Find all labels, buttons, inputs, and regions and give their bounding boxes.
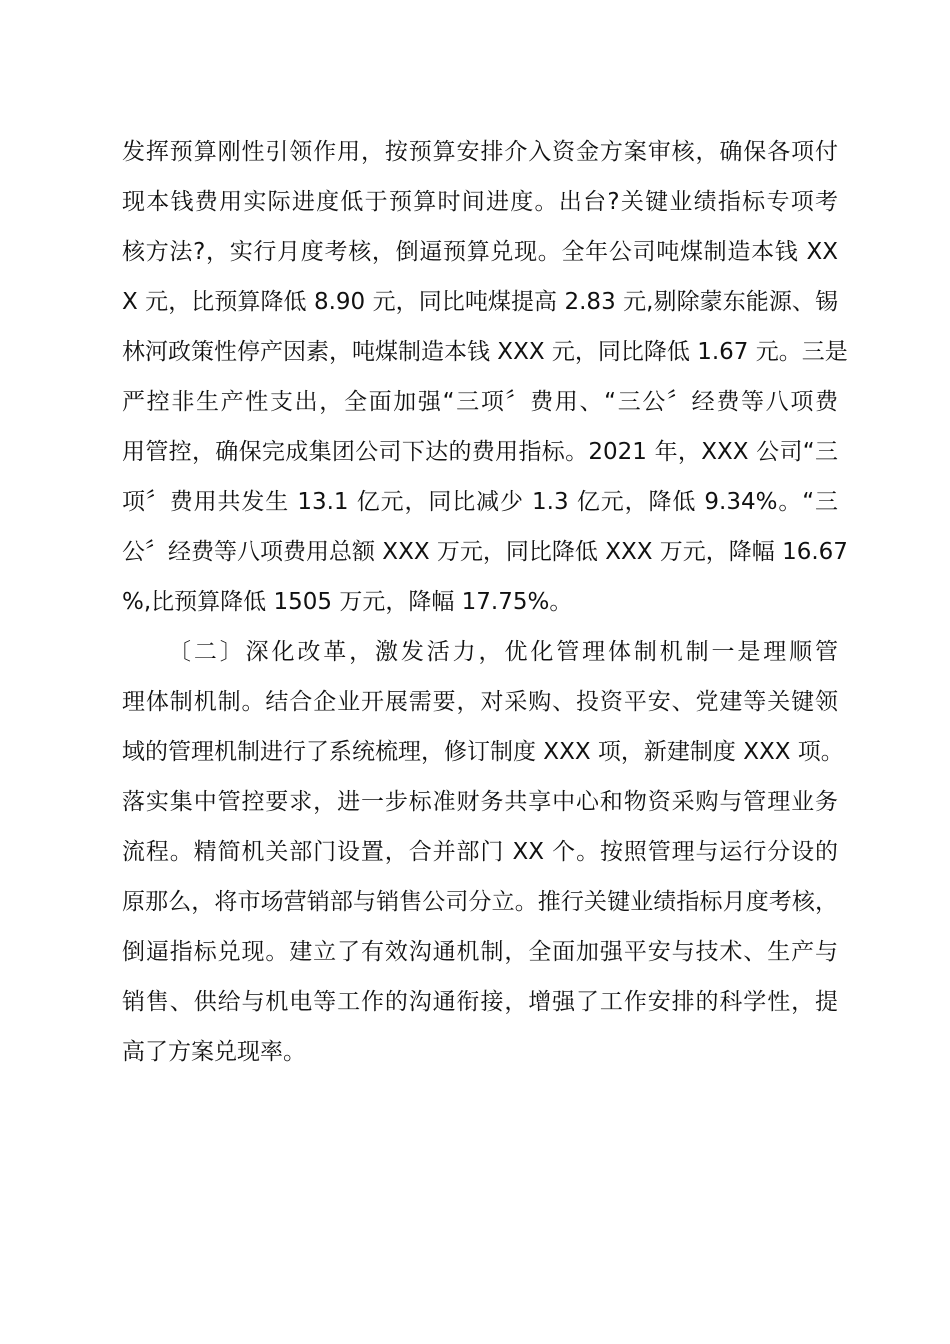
paragraph-line: 落实集中管控要求，进一步标准财务共享中心和物资采购与管理业务 <box>122 789 838 815</box>
paragraph-line: 倒逼指标兑现。建立了有效沟通机制，全面加强平安与技术、生产与 <box>122 939 838 965</box>
paragraph-line: 原那么，将市场营销部与销售公司分立。推行关键业绩指标月度考核， <box>122 889 838 915</box>
paragraph-line: 核方法?，实行月度考核，倒逼预算兑现。全年公司吨煤制造本钱 XX <box>122 239 838 265</box>
paragraph-line: 高了方案兑现率。 <box>122 1039 306 1065</box>
paragraph-line: X 元，比预算降低 8.90 元，同比吨煤提高 2.83 元,剔除蒙东能源、锡 <box>122 289 838 315</box>
paragraph-line: 域的管理机制进行了系统梳理，修订制度 XXX 项，新建制度 XXX 项。 <box>122 739 844 765</box>
paragraph-line: 销售、供给与机电等工作的沟通衔接，增强了工作安排的科学性，提 <box>122 989 838 1015</box>
paragraph-line: 林河政策性停产因素，吨煤制造本钱 XXX 元，同比降低 1.67 元。三是 <box>122 339 848 365</box>
section-heading-line: 〔二〕深化改革，激发活力，优化管理体制机制一是理顺管 <box>168 639 838 665</box>
paragraph-line: 严控非生产性支出，全面加强“三项〞费用、“三公〞经费等八项费 <box>122 389 838 415</box>
paragraph-1 <box>122 127 848 627</box>
paragraph-line: 流程。精简机关部门设置，合并部门 XX 个。按照管理与运行分设的 <box>122 839 838 865</box>
paragraph-line: 项〞费用共发生 13.1 亿元，同比减少 1.3 亿元，降低 9.34%。“三 <box>122 489 838 515</box>
paragraph-line: %,比预算降低 1505 万元，降幅 17.75%。 <box>122 589 573 615</box>
document-body <box>122 127 848 1077</box>
paragraph-line: 现本钱费用实际进度低于预算时间进度。出台?关键业绩指标专项考 <box>122 189 838 215</box>
paragraph-line: 公〞经费等八项费用总额 XXX 万元，同比降低 XXX 万元，降幅 16.67 <box>122 539 848 565</box>
paragraph-2 <box>122 627 844 1077</box>
paragraph-line: 用管控，确保完成集团公司下达的费用指标。2021 年，XXX 公司“三 <box>122 439 838 465</box>
paragraph-line: 理体制机制。结合企业开展需要，对采购、投资平安、党建等关键领 <box>122 689 838 715</box>
paragraph-line: 发挥预算刚性引领作用，按预算安排介入资金方案审核，确保各项付 <box>122 139 838 165</box>
